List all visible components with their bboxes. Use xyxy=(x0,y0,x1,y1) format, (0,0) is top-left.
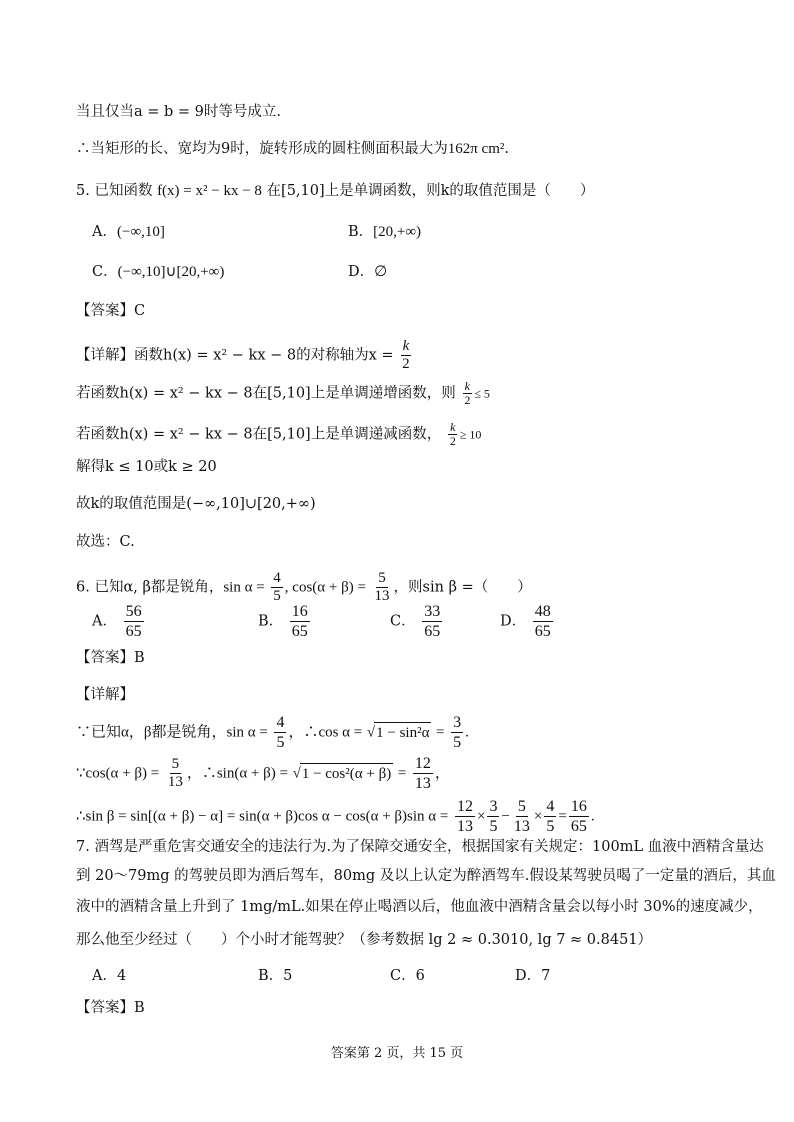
option-text: (−∞,10]∪[20,+∞) xyxy=(117,264,225,280)
q5-detail-1 xyxy=(76,338,414,373)
q6-line1-c: = xyxy=(436,724,445,741)
fraction-4-5: $\frac{4}{5}$ xyxy=(273,570,281,604)
q5-option-b xyxy=(348,222,421,242)
q6-line3-end: . xyxy=(590,808,595,825)
q5-option-a xyxy=(92,222,165,242)
q5-detail-4: 解得k ≤ 10或k ≥ 20 xyxy=(76,459,217,475)
option-text: [20,+∞) xyxy=(373,224,422,240)
q5-detail-2-text: 若函数h(x) = x² − kx − 8在[5,10]上是单调递增函数，则 xyxy=(76,385,456,402)
q7-line-2: 到 20～79mg 的驾驶员即为酒后驾车，80mg 及以上认定为醉酒驾车.假设某驾驶员喝了一定量的酒后，其血 xyxy=(76,868,776,884)
option-text: 6 xyxy=(415,968,425,984)
option-letter: C． xyxy=(390,968,416,984)
fraction-3-5: $\frac{3}{5}$ xyxy=(453,714,462,751)
q6-stem-prefix: 6. 已知α, β都是锐角， xyxy=(76,579,224,596)
option-letter: B． xyxy=(258,968,284,984)
option-text: 4 xyxy=(116,968,127,984)
fraction-3-5: $\frac{3}{5}$ xyxy=(489,798,498,835)
option-fraction: $\frac{16}{65}$ xyxy=(291,603,308,640)
q5-detail-2 xyxy=(76,380,490,407)
conclusion-text: ∴当矩形的长、宽均为9时，旋转形成的圆柱侧面积最大为 xyxy=(76,141,448,157)
q6-line1-b: ，∴cos α = xyxy=(288,724,363,741)
q7-line-1: 7. 酒驾是严重危害交通安全的违法行为.为了保障交通安全，根据国家有关规定：100mL 血液中酒精含量达 xyxy=(76,839,764,855)
q6-line2-d: ， xyxy=(434,765,450,782)
q6-line2-b: ，∴sin(α + β) = xyxy=(186,765,288,782)
equality-condition: 当且仅当a = b = 9时等号成立. xyxy=(76,104,281,120)
conclusion-value: 162π cm² xyxy=(447,141,505,157)
q5-detail-1-text: 函数h(x) = x² − kx − 8的对称轴为x = xyxy=(134,347,394,364)
k-over-2-fraction: $\frac{k}{2}$ xyxy=(464,379,471,407)
option-text: 5 xyxy=(283,968,293,984)
page-footer: 答案第 2 页，共 15 页 xyxy=(330,1046,464,1061)
q5-detail-3-tail: ≥ 10 xyxy=(459,427,482,442)
q6-answer: 【答案】B xyxy=(76,650,145,666)
option-text: 7 xyxy=(541,968,551,984)
q5-option-d xyxy=(348,262,387,282)
q6-line1-a: ∵已知α，β都是锐角，sin α = xyxy=(76,724,268,741)
q5-stem-mid: 在[5,10]上是单调函数，则k的取值范围是（ ） xyxy=(266,183,595,199)
q6-stem-end: ，则sin β =（ ） xyxy=(393,579,532,596)
q6-option-b xyxy=(258,602,312,641)
q6-detail-label: 【详解】 xyxy=(76,687,134,703)
fraction-4-5: $\frac{4}{5}$ xyxy=(276,714,285,751)
option-fraction: $\frac{56}{65}$ xyxy=(125,603,142,640)
q6-detail-1: ∵已知α，β都是锐角，sin α = $\frac{4}{5}$ ，∴cos α = √1 − sin²α = $\frac{3}{5}$ . xyxy=(76,714,469,751)
option-letter: D． xyxy=(500,613,527,630)
fraction-4-5: $\frac{4}{5}$ xyxy=(546,798,555,835)
q6-line1-radicand: 1 − sin²α xyxy=(374,722,431,743)
option-letter: B． xyxy=(258,613,284,630)
fraction-5-13: $\frac{5}{13}$ xyxy=(513,798,530,835)
q5-detail-6: 故选：C. xyxy=(76,534,135,550)
q6-option-d xyxy=(500,602,555,641)
option-letter: C． xyxy=(390,613,416,630)
q6-detail-2: ∵cos(α + β) = $\frac{5}{13}$ ，∴sin(α + β) = √1 − cos²(α + β) = $\frac{12}{13}$ ， xyxy=(76,755,450,792)
q6-stem xyxy=(76,570,532,605)
option-fraction: $\frac{48}{65}$ xyxy=(534,603,551,640)
option-text: ∅ xyxy=(374,264,388,280)
q7-option-b xyxy=(258,966,292,986)
q5-function: f(x) = x² − kx − 8 xyxy=(157,183,262,199)
option-letter: A． xyxy=(92,613,117,630)
q6-line1-d: . xyxy=(465,724,469,741)
q6-stem-sin: sin α = xyxy=(223,579,265,596)
q6-line2-c: = xyxy=(397,765,407,782)
q6-option-a xyxy=(92,602,146,641)
option-letter: A． xyxy=(92,224,117,240)
fraction-12-13: $\frac{12}{13}$ xyxy=(414,755,431,792)
option-fraction: $\frac{33}{65}$ xyxy=(424,603,441,640)
q7-option-c xyxy=(390,966,425,986)
fraction-5-13: $\frac{5}{13}$ xyxy=(167,756,183,790)
q5-detail-label: 【详解】 xyxy=(76,347,134,364)
q5-detail-2-tail: ≤ 5 xyxy=(474,386,490,401)
fraction-12-13: $\frac{12}{13}$ xyxy=(456,798,473,835)
q6-stem-cos: , cos(α + β) = xyxy=(284,579,366,596)
fraction-5-13: $\frac{5}{13}$ xyxy=(374,570,390,604)
option-letter: A． xyxy=(92,968,117,984)
q7-option-a xyxy=(92,966,126,986)
q5-stem xyxy=(76,181,594,201)
option-text: (−∞,10] xyxy=(116,224,165,240)
option-letter: D． xyxy=(515,968,542,984)
option-letter: C． xyxy=(92,264,118,280)
k-over-2-fraction: $\frac{k}{2}$ xyxy=(449,420,456,448)
conclusion-end: . xyxy=(504,141,509,157)
q5-detail-3-text: 若函数h(x) = x² − kx − 8在[5,10]上是单调递减函数， xyxy=(76,426,442,443)
q5-answer: 【答案】C xyxy=(76,303,146,319)
option-letter: D． xyxy=(348,264,375,280)
q6-detail-3: ∴sin β = sin[(α + β) − α] = sin(α + β)cos α − cos(α + β)sin α = $\frac{12}{13}$ × $\frac{3}{5}$ − $\frac{5}{13}$ × $\frac{4}{5}$ = $\frac{16}{65}$ . xyxy=(76,798,595,835)
q7-option-d xyxy=(515,966,550,986)
q5-stem-prefix: 5. 已知函数 xyxy=(76,183,153,199)
k-over-2-fraction: $\frac{k}{2}$ xyxy=(402,338,410,372)
q6-option-c xyxy=(390,602,444,641)
option-letter: B． xyxy=(348,224,374,240)
q5-option-c xyxy=(92,262,224,282)
q7-line-4: 那么他至少经过（ ）个小时才能驾驶？（参考数据 lg 2 ≈ 0.3010, lg 7 ≈ 0.8451） xyxy=(76,932,653,948)
fraction-16-65: $\frac{16}{65}$ xyxy=(570,798,587,835)
q5-detail-5: 故k的取值范围是(−∞,10]∪[20,+∞) xyxy=(76,496,316,512)
q7-answer: 【答案】B xyxy=(76,1000,145,1016)
conclusion-line xyxy=(76,139,509,159)
q6-line2-radicand: 1 − cos²(α + β) xyxy=(300,763,393,784)
q5-detail-3 xyxy=(76,421,481,448)
q6-line3-a: ∴sin β = sin[(α + β) − α] = sin(α + β)cos α − cos(α + β)sin α = xyxy=(76,808,449,825)
q7-line-3: 液中的酒精含量上升到了 1mg/mL.如果在停止喝酒以后，他血液中酒精含量会以每小时 30%的速度减少， xyxy=(76,899,763,915)
q6-line2-a: ∵cos(α + β) = xyxy=(76,765,160,782)
